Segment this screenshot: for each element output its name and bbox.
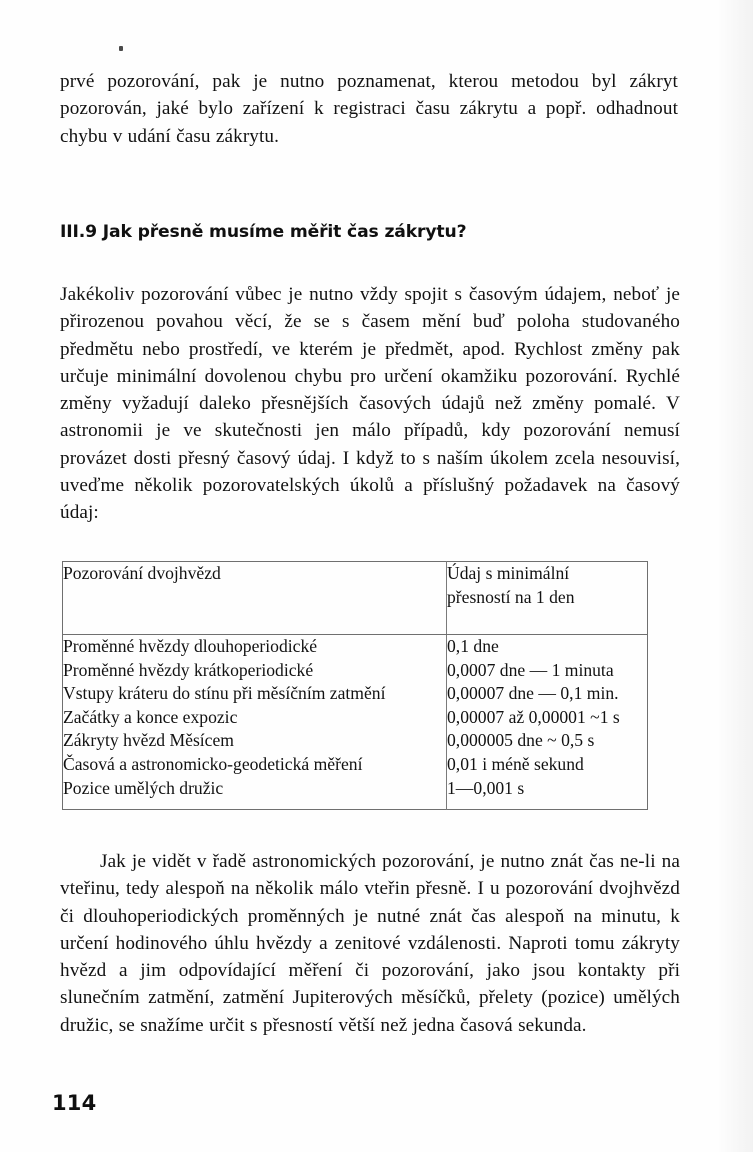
- table-row-value: 0,0007 dne — 1 minuta: [447, 659, 614, 680]
- table-row: Proměnné hvězdy krátkoperiodické: [63, 659, 314, 680]
- table-row: Pozice umělých družic: [63, 777, 224, 798]
- table-header-precision: [447, 562, 648, 635]
- table-row: Zákryty hvězd Měsícem: [63, 730, 234, 751]
- table-header-precision-line1: Údaj s minimální: [447, 563, 570, 583]
- table-row-value: 0,00007 dne — 0,1 min.: [447, 683, 619, 704]
- table-row-value: 0,000005 dne ~ 0,5 s: [447, 730, 595, 751]
- table-observations-cell: [63, 635, 447, 810]
- intro-paragraph-block: [60, 68, 678, 150]
- table-row: Proměnné hvězdy dlouhoperiodické: [63, 636, 318, 656]
- table-header-observation: Pozorování dvojhvězd: [63, 562, 447, 635]
- main-paragraph-block: [60, 281, 680, 527]
- intro-paragraph: prvé pozorování, pak je nutno poznamenat, kterou metodou byl zákryt pozorován, jaké bylo zařízení k registraci času zákrytu a popř. odhadnout chybu v udání času zákrytu.: [60, 71, 678, 147]
- table-row-value: 0,00007 až 0,00001 ~1 s: [447, 706, 620, 727]
- table-row: Vstupy kráteru do stínu při měsíčním zatmění: [63, 683, 386, 704]
- precision-list: [447, 635, 647, 800]
- end-paragraph: [60, 848, 680, 1039]
- scan-artifact-speck: [119, 46, 123, 51]
- table-header-row: [63, 562, 648, 635]
- observation-list: [63, 635, 446, 800]
- table-body-row: [63, 635, 648, 810]
- scan-gutter-shadow: [717, 0, 753, 1152]
- table-row: Časová a astronomicko-geodetická měření: [63, 753, 363, 774]
- end-paragraph-text: Jak je vidět v řadě astronomických pozorování, je nutno znát čas ne-li na vteřinu, tedy alespoň na několik málo vteřin přesně. I u pozorování dvojhvězd či dlouhoperiodických proměnných je nutné znát čas alespoň na minutu, k určení hodinového úhlu hvězdy a zenitové vzdálenosti. Naproti tomu zákryty hvězd a jim odpovídající měření či pozorování, jako jsou kontakty při slunečním zatmění, zatmění Jupiterových měsíčků, přelety (pozice) umělých družic, se snažíme určit s přesností větší než jedna časová sekunda.: [60, 851, 680, 1036]
- page-number: 114: [52, 1091, 97, 1115]
- table-row-value: 0,1 dne: [447, 636, 499, 656]
- table-precisions-cell: [447, 635, 648, 810]
- table-row: Začátky a konce expozic: [63, 706, 238, 727]
- precision-table-wrapper: [62, 561, 648, 810]
- table-row-value: 1—0,001 s: [447, 777, 525, 798]
- end-paragraph-block: [60, 848, 680, 1039]
- section-heading: III.9 Jak přesně musíme měřit čas zákrytu?: [60, 222, 467, 242]
- table-row-value: 0,01 i méně sekund: [447, 753, 584, 774]
- precision-table: [62, 561, 648, 810]
- table-header-precision-line2: přesností na 1 den: [447, 586, 575, 607]
- main-paragraph: Jakékoliv pozorování vůbec je nutno vždy spojit s časovým údajem, neboť je přirozenou povahou věcí, že se s časem mění buď poloha studovaného předmětu nebo prostředí, ve kterém je předmět, apod. Rychlost změny pak určuje minimální dovolenou chybu pro určení okamžiku pozorování. Rychlé změny vyžadují daleko přesnějších časových údajů než změny pomalé. V astronomii je ve skutečnosti jen málo případů, kdy pozorování nemusí provázet dosti přesný časový údaj. I když to s naším úkolem zcela nesouvisí, uveďme několik pozorovatelských úkolů a příslušný požadavek na časový údaj:: [60, 284, 680, 524]
